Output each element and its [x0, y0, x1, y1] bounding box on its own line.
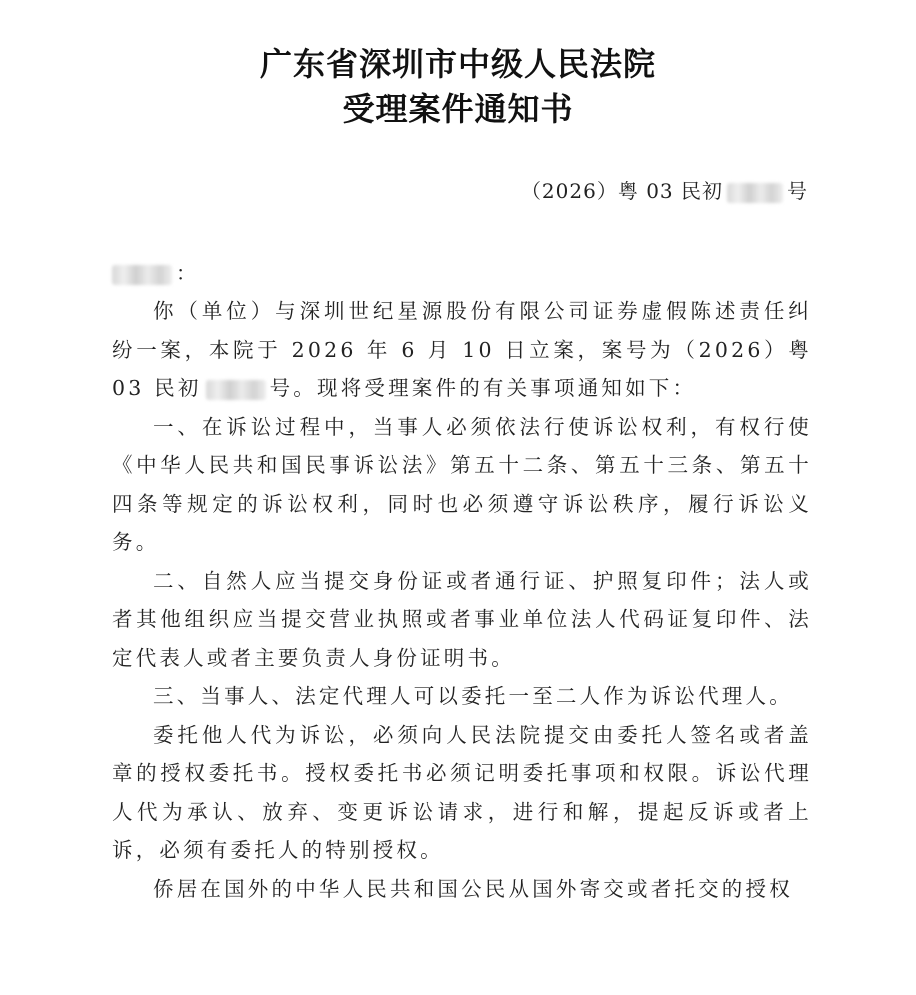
paragraph-overseas: 侨居在国外的中华人民共和国公民从国外寄交或者托交的授权	[153, 876, 793, 901]
paragraph-item-2: 二、自然人应当提交身份证或者通行证、护照复印件；法人或者其他组织应当提交营业执照或者事业单位法人代码证复印件、法定代表人或者主要负责人身份证明书。	[112, 568, 812, 670]
paragraph-authorization: 委托他人代为诉讼，必须向人民法院提交由委托人签名或者盖章的授权委托书。授权委托书必须记明委托事项和权限。诉讼代理人代为承认、放弃、变更诉讼请求，进行和解，提起反诉或者上诉，必须有委托人的特别授权。	[112, 722, 812, 862]
salutation	[112, 258, 196, 288]
paragraph-intro	[112, 292, 812, 408]
intro-text-part2: 号。现将受理案件的有关事项通知如下：	[269, 376, 697, 400]
case-number-prefix: （2026）粤 03 民初	[520, 179, 723, 203]
paragraph-item-3: 三、当事人、法定代理人可以委托一至二人作为诉讼代理人。	[153, 684, 793, 708]
notice-title: 受理案件通知书	[342, 90, 574, 128]
case-number-suffix: 号	[787, 179, 808, 203]
case-number	[521, 176, 808, 206]
intro-text-part1: 你（单位）与深圳世纪星源股份有限公司证券虚假陈述责任纠纷一案，本院于 2026 年 6 月 10 日立案，案号为（2026）粤 03 民初	[112, 299, 812, 400]
redacted-recipient-name	[112, 265, 172, 285]
court-name-title: 广东省深圳市中级人民法院	[259, 45, 656, 83]
paragraph-item-1: 一、在诉讼过程中，当事人必须依法行使诉讼权利，有权行使《中华人民共和国民事诉讼法》第五十二条、第五十三条、第五十四条等规定的诉讼权利，同时也必须遵守诉讼秩序，履行诉讼义务。	[112, 414, 812, 554]
salutation-colon: ：	[176, 261, 196, 285]
redacted-case-number	[727, 183, 783, 203]
redacted-case-number-inline	[206, 380, 266, 400]
notice-body	[112, 292, 812, 908]
